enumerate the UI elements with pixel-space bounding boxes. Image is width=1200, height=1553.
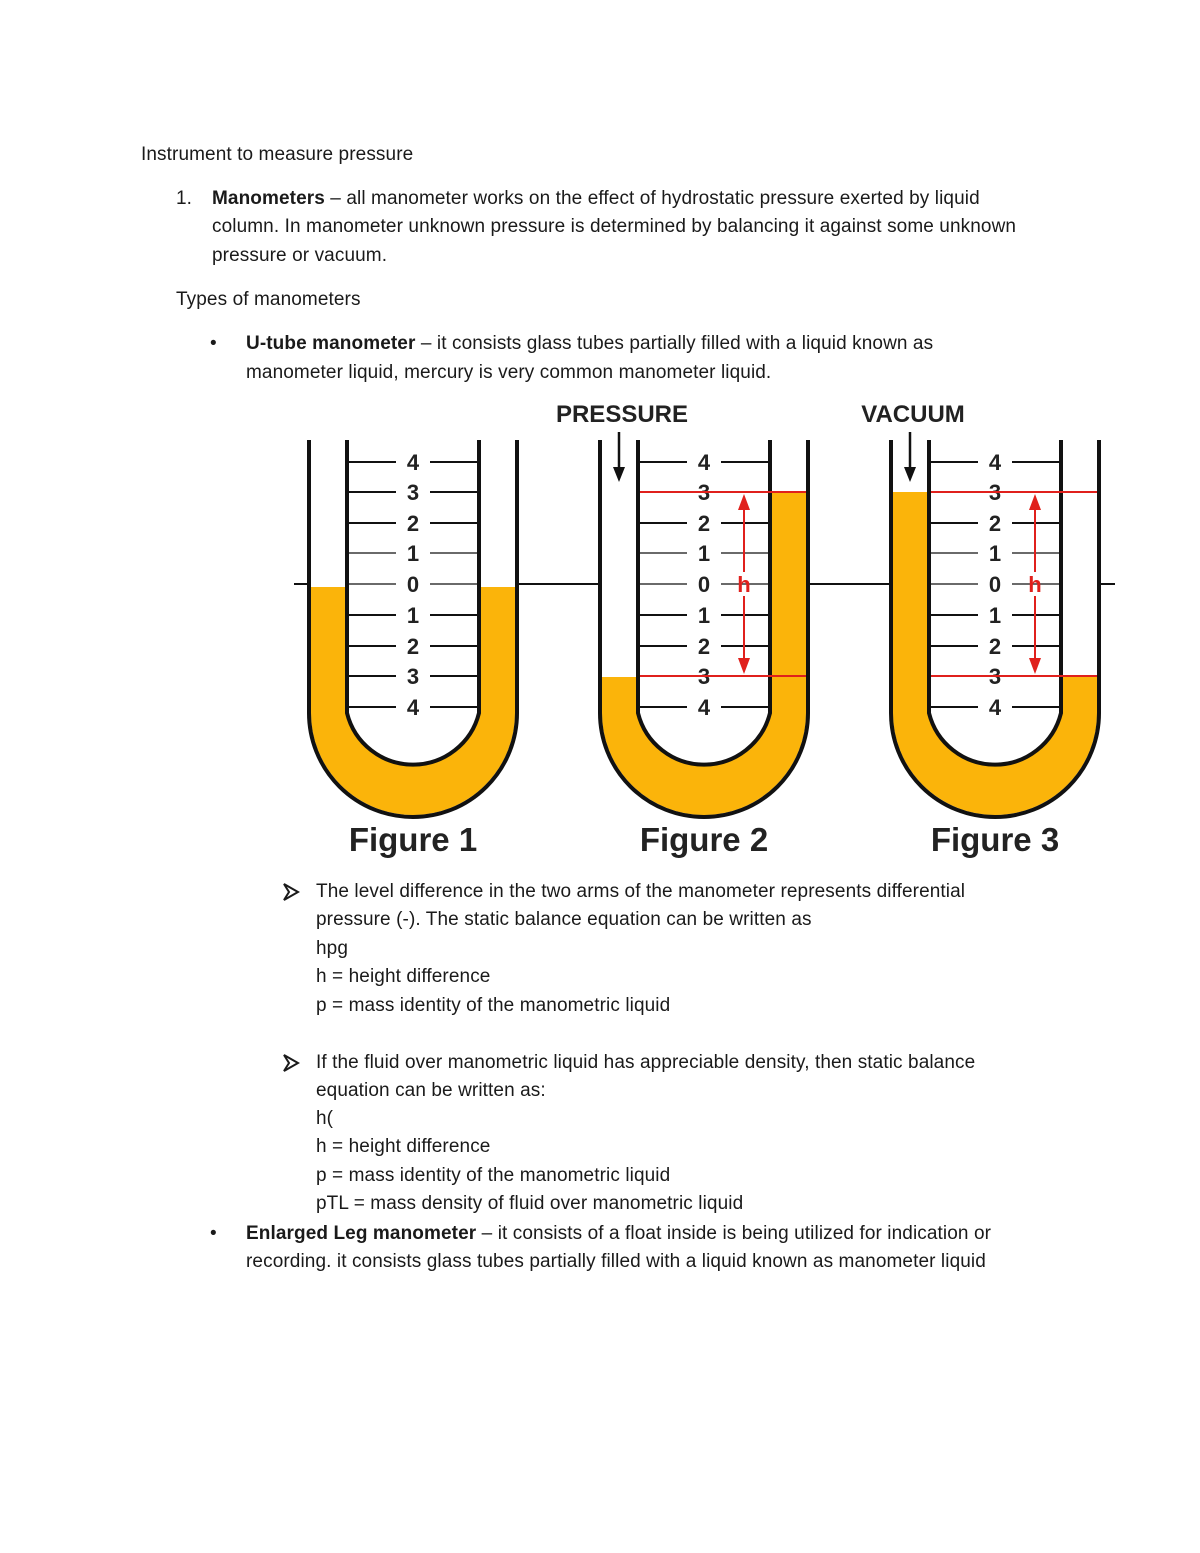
liquid-right-column <box>770 491 806 713</box>
pressure-label: PRESSURE <box>555 401 689 428</box>
utube-text: – it consists glass tubes partially filled with a liquid known as <box>415 333 934 354</box>
scale-label: 0 <box>988 572 1002 597</box>
scale-label: 0 <box>697 572 711 597</box>
scale-label: 2 <box>697 511 711 536</box>
scale-label: 1 <box>988 541 1002 566</box>
point1-line-2: pressure (-). The static balance equation can be written as <box>316 909 812 930</box>
scale-label: 2 <box>988 511 1002 536</box>
h-label: h <box>737 572 751 597</box>
scale-label: 1 <box>697 541 711 566</box>
page-title: Instrument to measure pressure <box>141 144 414 165</box>
scale-label: 0 <box>406 572 420 597</box>
enlarged-paragraph-line-2: recording. it consists glass tubes partially filled with a liquid known as manometer liquid <box>246 1251 986 1272</box>
point2-line-1: If the fluid over manometric liquid has appreciable density, then static balance <box>316 1052 976 1073</box>
manometers-paragraph-line-1 <box>212 185 980 213</box>
manometers-paragraph-line-3: pressure or vacuum. <box>212 245 388 266</box>
liquid-left-column <box>602 677 638 713</box>
scale-label: 3 <box>406 480 420 505</box>
manometer-figure <box>290 395 1120 865</box>
scale-label: 2 <box>406 511 420 536</box>
scale-label: 4 <box>697 450 711 475</box>
h-label: h <box>1028 572 1042 597</box>
bullet-icon: • <box>210 333 217 354</box>
point2-line-4: h = height difference <box>316 1136 491 1157</box>
scale-label: 1 <box>697 603 711 628</box>
liquid-right-column <box>1061 675 1097 713</box>
scale-label: 2 <box>697 634 711 659</box>
types-heading: Types of manometers <box>176 289 361 310</box>
manometers-term: Manometers <box>212 188 325 209</box>
figure-caption: Figure 3 <box>930 821 1060 858</box>
utube-paragraph-line-2: manometer liquid, mercury is very common manometer liquid. <box>246 362 772 383</box>
scale-label: 4 <box>697 695 711 720</box>
liquid-left-column <box>893 492 929 713</box>
scale-label: 4 <box>988 450 1002 475</box>
scale-label: 3 <box>697 664 711 689</box>
scale-label: 3 <box>406 664 420 689</box>
figure-caption: Figure 2 <box>639 821 769 858</box>
manometers-text: – all manometer works on the effect of hydrostatic pressure exerted by liquid <box>324 188 980 209</box>
scale-label: 3 <box>988 664 1002 689</box>
scale-label: 2 <box>988 634 1002 659</box>
enlarged-term: Enlarged Leg manometer <box>246 1223 477 1244</box>
utube-term: U-tube manometer <box>246 333 416 354</box>
arrowhead-bullet-icon <box>282 882 300 902</box>
arrowhead-bullet-icon <box>282 1053 300 1073</box>
point1-line-4: h = height difference <box>316 966 491 987</box>
tube-right-interior <box>1063 435 1097 715</box>
point2-line-3: h( <box>316 1108 334 1129</box>
point2-line-6: pTL = mass density of fluid over manometric liquid <box>316 1193 744 1214</box>
scale-label: 1 <box>988 603 1002 628</box>
liquid-left-column <box>311 587 347 713</box>
enlarged-paragraph-line-1 <box>246 1220 991 1248</box>
point1-line-1: The level difference in the two arms of the manometer represents differential <box>316 881 966 902</box>
scale-label: 2 <box>406 634 420 659</box>
liquid-right-column <box>479 587 515 713</box>
scale-label: 4 <box>406 695 420 720</box>
manometers-paragraph-line-2: column. In manometer unknown pressure is determined by balancing it against some unknown <box>212 216 1017 237</box>
list-number: 1. <box>176 188 192 209</box>
point1-line-3: hpg <box>316 938 349 959</box>
utube-paragraph-line-1 <box>246 330 933 358</box>
scale-label: 1 <box>406 541 420 566</box>
scale-label: 4 <box>988 695 1002 720</box>
scale-label: 3 <box>988 480 1002 505</box>
point1-line-5: p = mass identity of the manometric liquid <box>316 995 671 1016</box>
scale-label: 4 <box>406 450 420 475</box>
scale-label: 1 <box>406 603 420 628</box>
point2-line-5: p = mass identity of the manometric liquid <box>316 1165 671 1186</box>
figure-caption: Figure 1 <box>348 821 478 858</box>
scale-label: 3 <box>697 480 711 505</box>
point2-line-2: equation can be written as: <box>316 1080 546 1101</box>
enlarged-text: – it consists of a float inside is being utilized for indication or <box>476 1223 992 1244</box>
vacuum-label: VACUUM <box>861 401 965 428</box>
bullet-icon: • <box>210 1223 217 1244</box>
